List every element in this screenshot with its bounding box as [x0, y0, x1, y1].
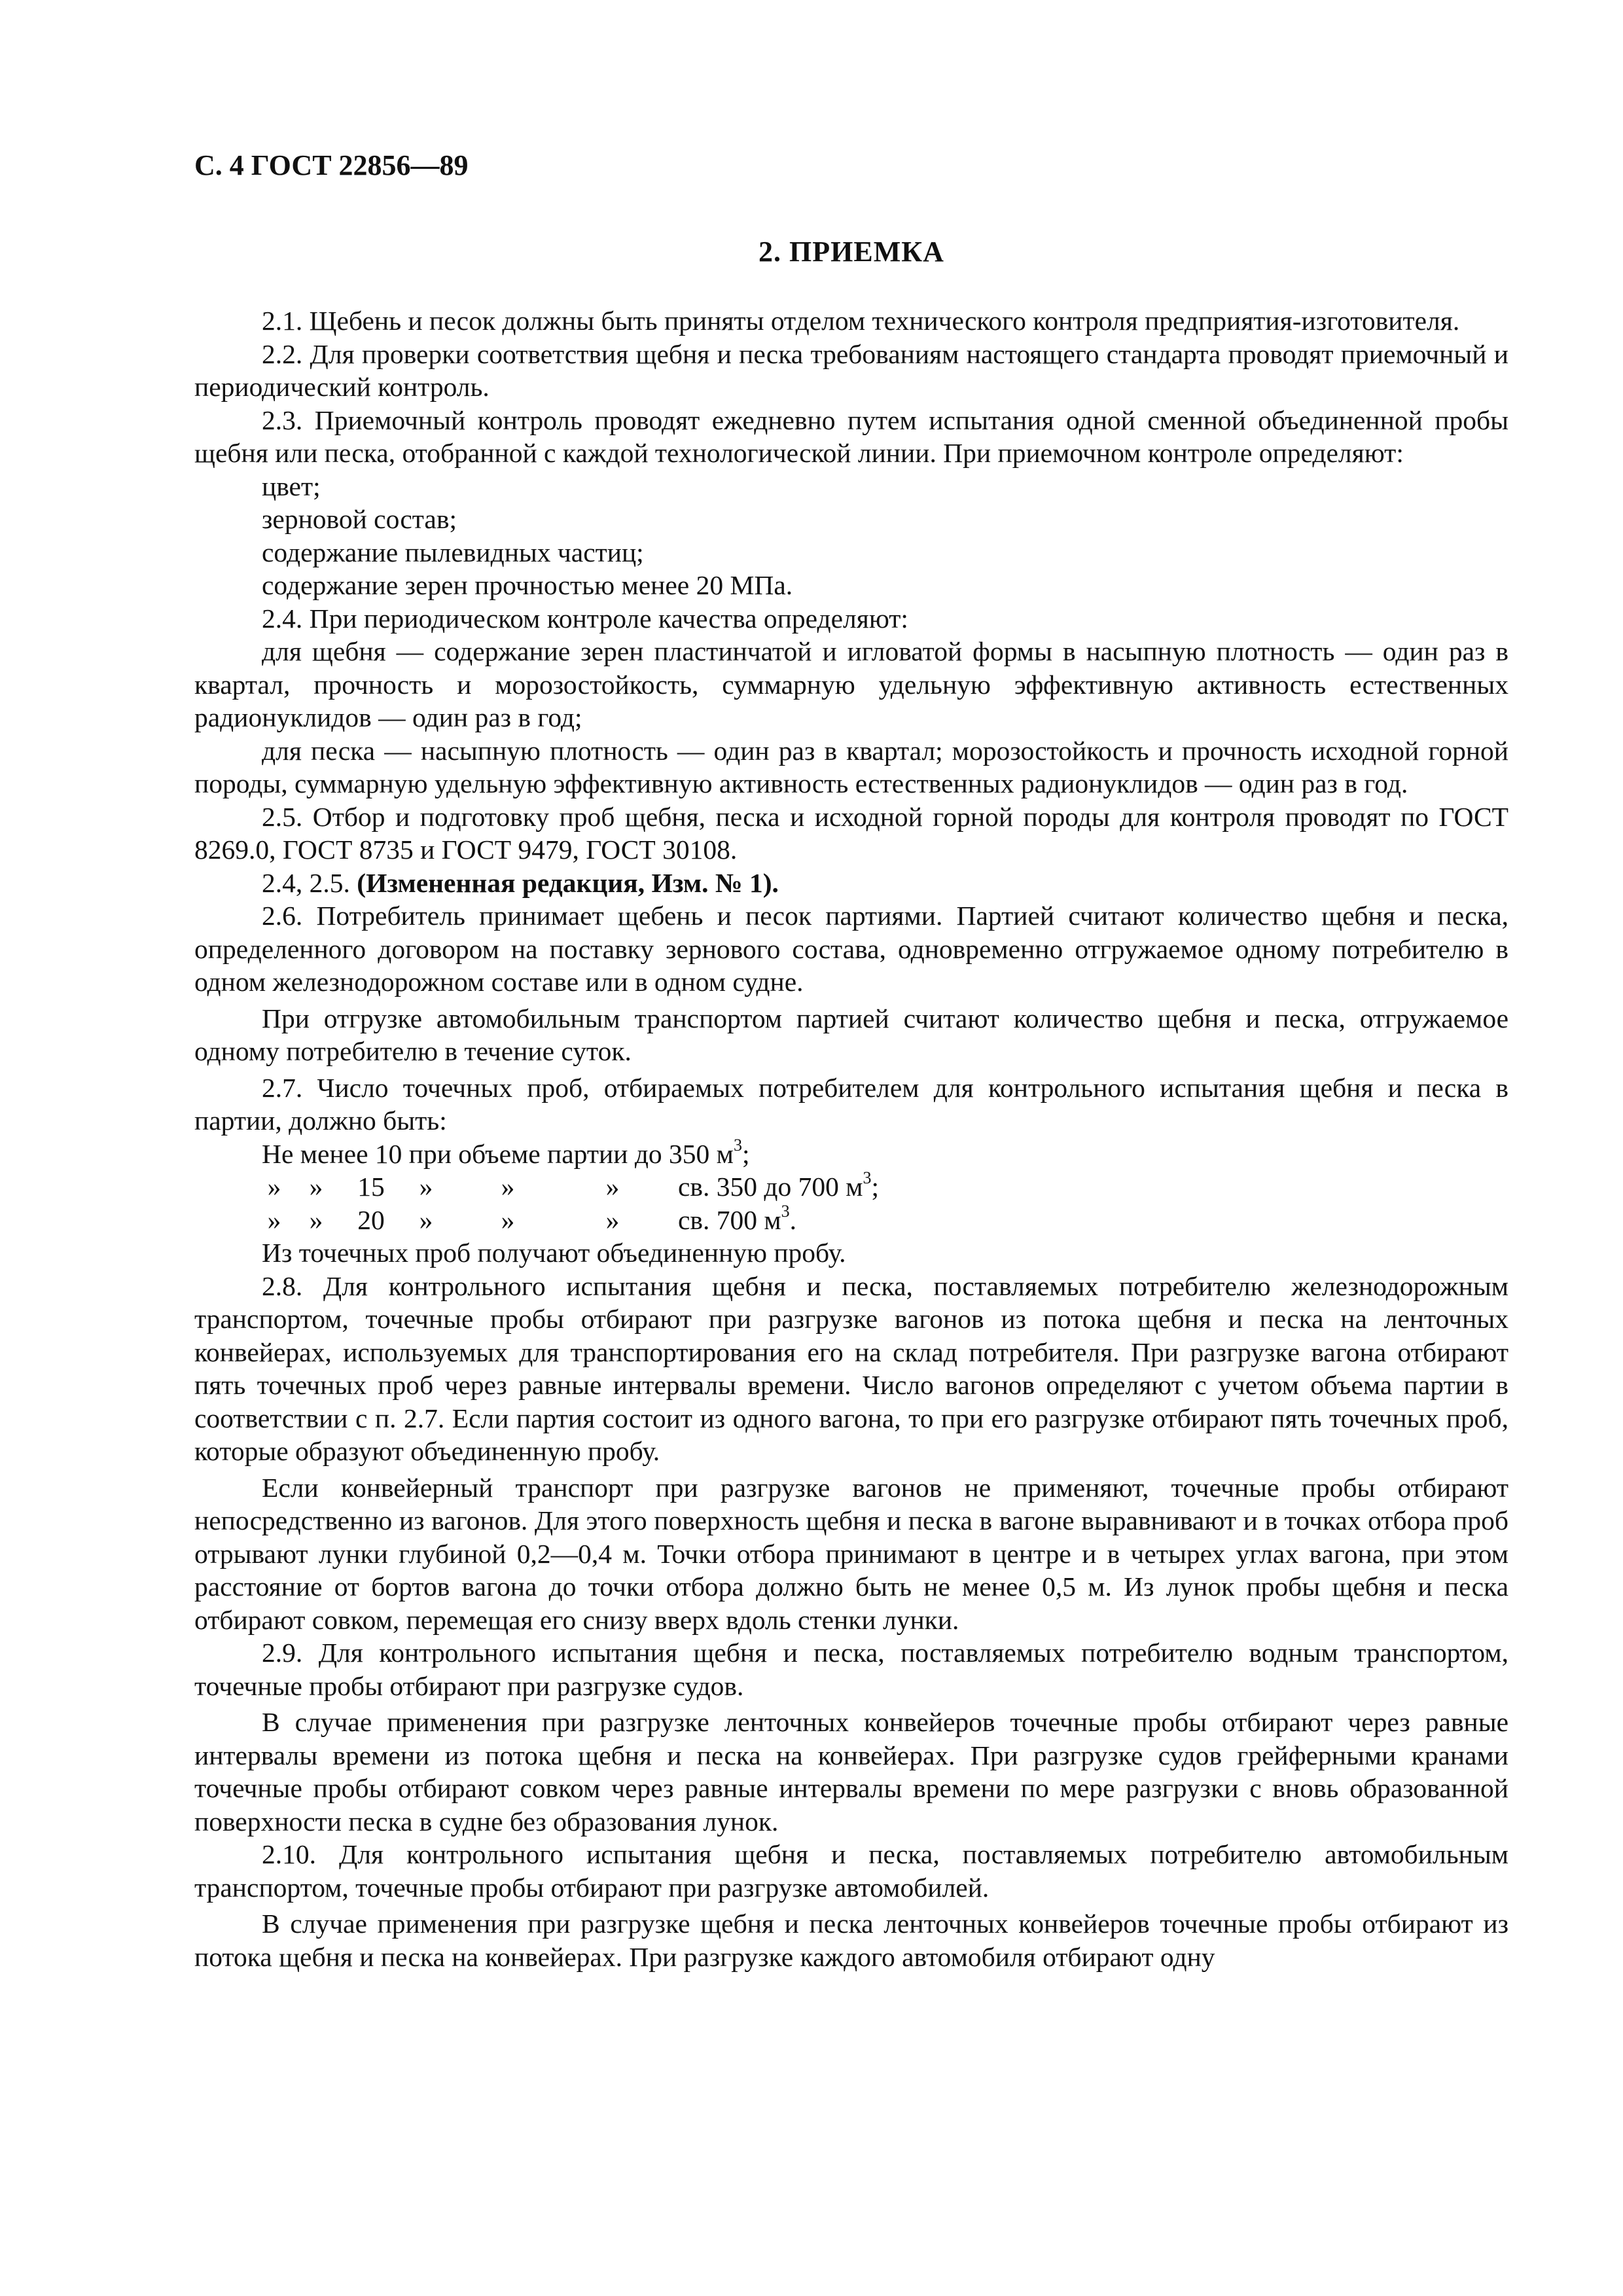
- paragraph-2-9: 2.9. Для контрольного испытания щебня и песка, поставляемых потребителю водным транспортом, точечные пробы отбирают при разгрузке судов.: [194, 1638, 1508, 1701]
- sample-count: 15: [357, 1172, 385, 1202]
- section-title: 2. ПРИЕМКА: [758, 236, 944, 268]
- amendment-ref: 2.4, 2.5.: [262, 867, 350, 898]
- paragraph-2-2: 2.2. Для проверки соответствия щебня и песка требованиям настоящего стандарта проводят приемочный и периодический контроль.: [194, 338, 1508, 402]
- sample-count-row-2: [262, 1170, 879, 1204]
- ditto-mark: »: [309, 1172, 323, 1202]
- sample-count: 20: [357, 1204, 385, 1235]
- sample-count-row-1: [262, 1135, 1508, 1171]
- paragraph-2-8: 2.8. Для контрольного испытания щебня и песка, поставляемых потребителю железнодорожным транспортом, точечные пробы отбирают при разгрузке вагонов из потока щебня и песка на ленточных конвейерах, используемых для транспортирования его на склад потребителя. При разгрузке вагона отбирают пять точечных проб через равные интервалы времени. Число вагонов определяют с учетом объема партии в соответствии с п. 2.7. Если партия состоит из одного вагона, то при его разгрузке отбирают пять точечных проб, которые образуют объединенную пробу.: [194, 1270, 1508, 1466]
- row-punct: ;: [871, 1172, 880, 1202]
- volume-range-text: св. 350 до 700 м: [678, 1172, 863, 1202]
- ditto-mark: »: [501, 1204, 515, 1235]
- paragraph-2-7: 2.7. Число точечных проб, отбираемых потребителем для контрольного испытания щебня и песка в партии, должно быть:: [194, 1072, 1508, 1136]
- ditto-mark: »: [605, 1172, 620, 1202]
- paragraph-2-6-road: При отгрузке автомобильным транспортом партией считают количество щебня и песка, отгружаемое одному потребителю в течение суток.: [194, 1003, 1508, 1066]
- paragraph-2-3: 2.3. Приемочный контроль проводят ежедневно путем испытания одной сменной объединенной пробы щебня или песка, отобранной с каждой технологической линии. При приемочном контроле определяют:: [194, 404, 1508, 468]
- combined-sample-note: Из точечных проб получают объединенную пробу.: [262, 1238, 846, 1268]
- list-item: зерновой состав;: [262, 504, 457, 534]
- paragraph-2-4-sand: для песка — насыпную плотность — один раз в квартал; морозостойкость и прочность исходной горной породы, суммарную удельную эффективную активность естественных радионуклидов — один раз в год.: [194, 735, 1508, 798]
- list-item: содержание зерен прочностью менее 20 МПа.: [262, 570, 793, 600]
- ditto-mark: »: [267, 1172, 281, 1202]
- document-page: [194, 147, 1508, 1973]
- running-header: С. 4 ГОСТ 22856—89: [194, 149, 469, 181]
- section-body: [194, 304, 1508, 1973]
- volume-range-text: св. 700 м: [678, 1204, 781, 1235]
- paragraph-2-4: 2.4. При периодическом контроле качества определяют:: [262, 603, 908, 634]
- paragraph-2-6: 2.6. Потребитель принимает щебень и песок партиями. Партией считают количество щебня и песка, определенного договором на поставку зернового состава, одновременно отгружаемое одному потребителю в одном железнодорожном составе или в одном судне.: [194, 901, 1508, 997]
- sample-count-row-3: [262, 1204, 879, 1237]
- paragraph-2-4-crushed-stone: для щебня — содержание зерен пластинчатой и игловатой формы в насыпную плотность — один раз в квартал, прочность и морозостойкость, суммарную удельную эффективную активность естественных радионуклидов — один раз в год;: [194, 636, 1508, 732]
- sample-count-list: [194, 1135, 1508, 1270]
- paragraph-2-5: 2.5. Отбор и подготовку проб щебня, песка и исходной горной породы для контроля проводят по ГОСТ 8269.0, ГОСТ 8735 и ГОСТ 9479, ГОСТ 30108.: [194, 801, 1508, 865]
- volume-range: [665, 1170, 879, 1204]
- ditto-mark: »: [501, 1172, 515, 1202]
- sample-row-text: Не менее 10 при объеме партии до 350 м: [262, 1138, 734, 1169]
- ditto-mark: »: [419, 1204, 433, 1235]
- amendment-note: [194, 867, 1508, 900]
- unit-exponent: 3: [781, 1201, 790, 1221]
- amendment-label: (Измененная редакция, Изм. № 1).: [357, 867, 779, 898]
- ditto-mark: »: [309, 1204, 323, 1235]
- unit-exponent: 3: [733, 1135, 742, 1155]
- paragraph-2-10: 2.10. Для контрольного испытания щебня и песка, поставляемых потребителю автомобильным транспортом, точечные пробы отбирают при разгрузке автомобилей.: [194, 1839, 1508, 1903]
- ditto-mark: »: [267, 1204, 281, 1235]
- volume-range: [665, 1201, 879, 1237]
- ditto-mark: »: [419, 1172, 433, 1202]
- row-punct: .: [789, 1204, 797, 1235]
- ditto-mark: »: [605, 1204, 620, 1235]
- paragraph-2-1: 2.1. Щебень и песок должны быть приняты отделом технического контроля предприятия-изготовителя.: [262, 306, 1460, 336]
- list-item: содержание пылевидных частиц;: [262, 537, 644, 567]
- row-punct: ;: [741, 1138, 750, 1169]
- paragraph-2-9-conveyor: В случае применения при разгрузке ленточных конвейеров точечные пробы отбирают через равные интервалы времени из потока щебня и песка на конвейерах. При разгрузке судов грейферными кранами точечные пробы отбирают совком через равные интервалы времени по мере разгрузки с вновь образованной поверхности песка в судне без образования лунок.: [194, 1707, 1508, 1837]
- paragraph-2-8-no-conveyor: Если конвейерный транспорт при разгрузке вагонов не применяют, точечные пробы отбирают непосредственно из вагонов. Для этого поверхность щебня и песка в вагоне выравнивают и в точках отбора проб отрывают лунки глубиной 0,2—0,4 м. Точки отбора принимают в центре и в четырех углах вагона, при этом расстояние от бортов вагона до точки отбора должно быть не менее 0,5 м. Из лунок пробы щебня и песка отбирают совком, перемещая его снизу вверх вдоль стенки лунки.: [194, 1472, 1508, 1635]
- sample-count-table: [262, 1170, 879, 1236]
- unit-exponent: 3: [863, 1168, 872, 1188]
- paragraph-2-10-conveyor: В случае применения при разгрузке щебня и песка ленточных конвейеров точечные пробы отбирают из потока щебня и песка на конвейерах. При разгрузке каждого автомобиля отбирают одну: [194, 1909, 1508, 1972]
- list-item: цвет;: [262, 471, 321, 501]
